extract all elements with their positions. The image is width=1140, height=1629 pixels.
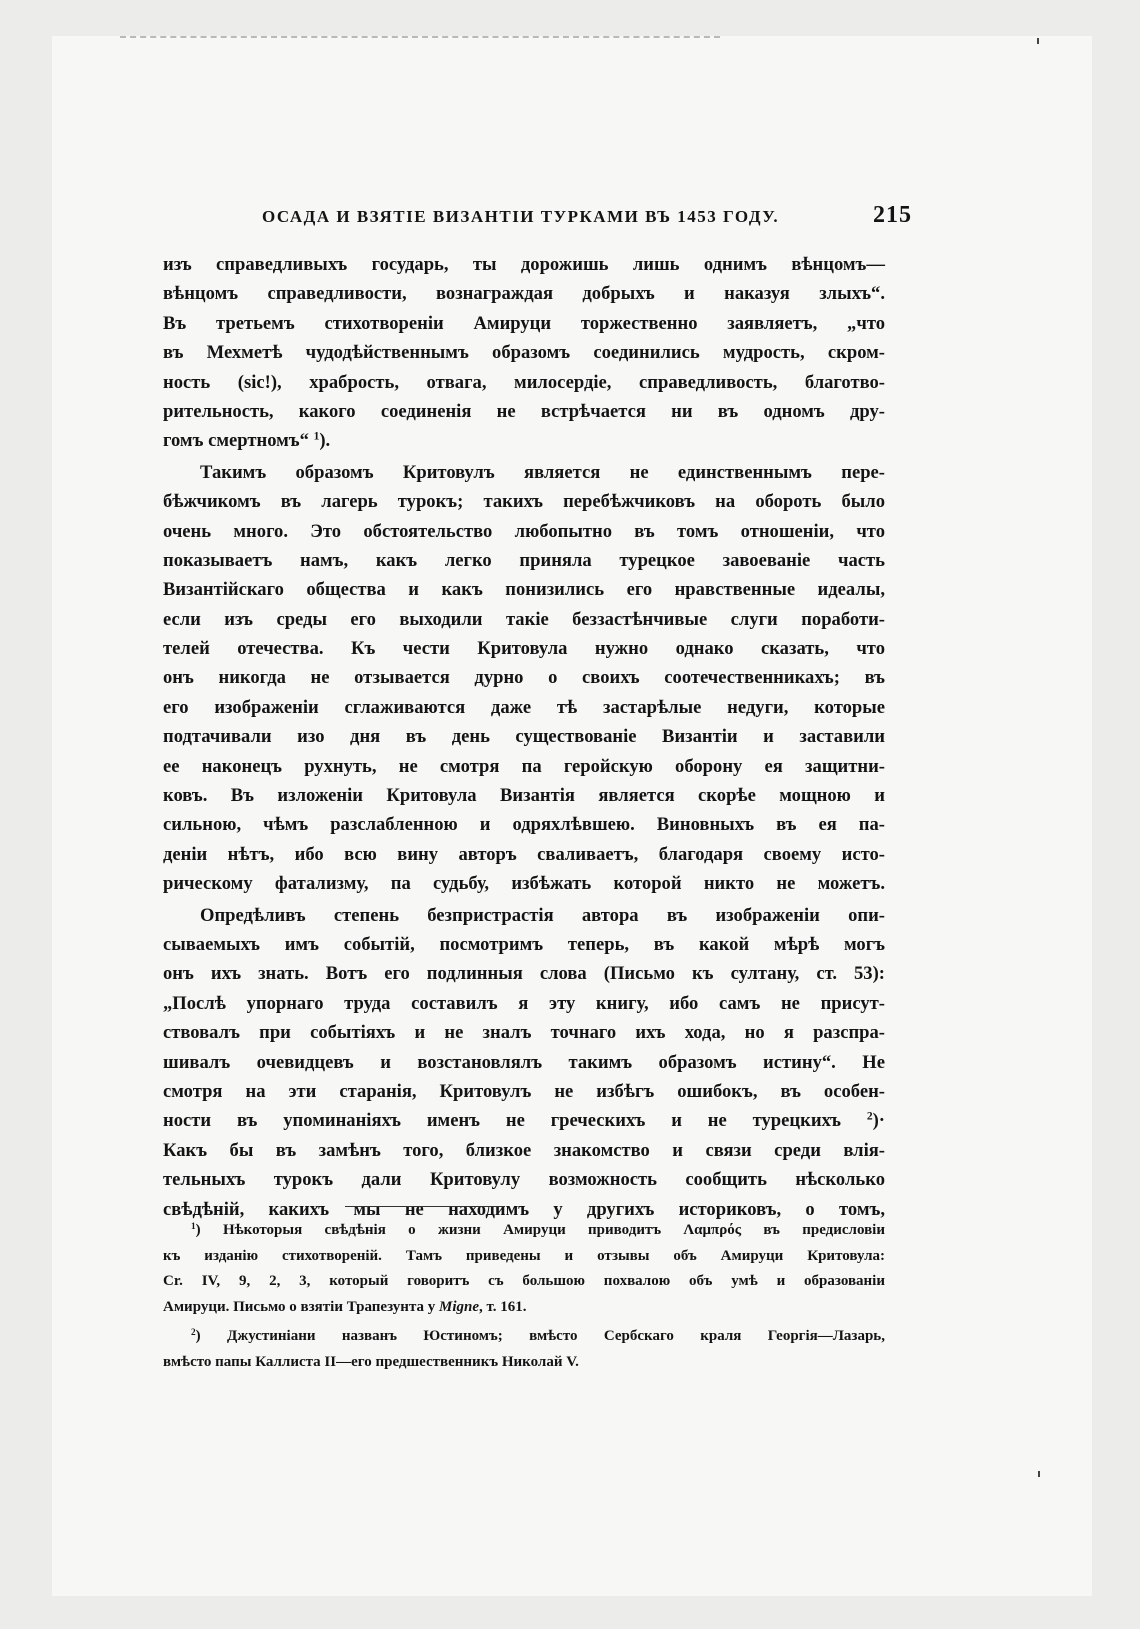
body-text [163,250,885,1224]
footnote-mark: 2 [191,1328,196,1339]
footnote-line: вмѣсто папы Каллиста II—его предшественникъ Николай V. [163,1353,579,1370]
footnote-ref: 1 [313,431,320,444]
text-line: онъ никогда не отзывается дурно о своихъ соотечественникахъ; въ [163,667,885,689]
text-line: Опредѣливъ степень безпристрастія автора въ изображеніи опи- [200,904,885,926]
footnote-line [163,1218,885,1244]
running-header [262,202,912,229]
text-line: „Послѣ упорнаго труда составилъ я эту книгу, ибо самъ не присут- [163,992,885,1014]
text-line [163,426,885,455]
text-line: ствовалъ при событіяхъ и не зналъ точнаго ихъ хода, но я разспра- [163,1022,885,1044]
text-line: смотря на эти старанія, Критовулъ не избѣгъ ошибокъ, въ особен- [163,1080,885,1102]
footnote-line [163,1295,885,1321]
text-line: въ Мехметѣ чудодѣйственнымъ образомъ соединились мудрость, скром- [163,342,885,364]
text-line: Какъ бы въ замѣнъ того, близкое знакомство и связи среди влія- [163,1139,885,1161]
text-line: тельныхъ турокъ дали Критовулу возможность сообщить нѣсколько [163,1169,885,1191]
text-line [163,1106,885,1135]
scan-speck [1037,38,1039,44]
text-line: сильною, чѣмъ разслабленною и одряхлѣвшею. Виновныхъ въ ея па- [163,814,885,836]
footnote-ref: 2 [866,1111,873,1123]
text-line: Въ третьемъ стихотвореніи Амируци торжественно заявляетъ, „что [163,312,885,334]
text-span: ) Джустиніани названъ Юстиномъ; вмѣсто Сербскаго краля Георгія—Лазарь, [195,1328,885,1345]
text-line: очень много. Это обстоятельство любопытно въ томъ отношеніи, что [163,520,885,542]
text-line: изъ справедливыхъ государь, ты дорожишь лишь однимъ вѣнцомъ— [163,254,885,275]
paragraph [163,458,885,899]
text-line: телей отечества. Къ чести Критовула нужно однако сказать, что [163,638,885,660]
text-span: ности въ упоминаніяхъ именъ не греческихъ и не турецкихъ [163,1110,841,1132]
text-line: онъ ихъ знать. Вотъ его подлинныя слова (Письмо къ султану, ст. 53): [163,963,885,985]
italic-source: Migne [439,1298,480,1315]
footnote-line [163,1324,885,1350]
scan-speck [1038,1471,1040,1477]
text-line: Такимъ образомъ Критовулъ является не единственнымъ пере- [200,461,885,483]
running-title: ОСАДА И ВЗЯТІЕ ВИЗАНТІИ ТУРКАМИ ВЪ 1453 ГОДУ. [262,207,780,226]
footnote-ref-group [867,1110,885,1131]
text-line: рительность, какого соединенія не встрѣчается ни въ одномъ дру- [163,400,885,422]
text-line: Византійскаго общества и какъ понизились его нравственные идеалы, [163,579,885,601]
text-line: если изъ среды его выходили такіе беззастѣнчивые слуги поработи- [163,608,885,630]
page-number: 215 [873,202,912,228]
text-line: ковъ. Въ изложеніи Критовула Византія является скорѣе мощною и [163,785,885,807]
text-line: вѣнцомъ справедливости, вознаграждая добрыхъ и наказуя злыхъ“. [163,283,885,305]
text-line: ее наконецъ рухнуть, не смотря па геройскую оборону ея защитни- [163,755,885,777]
text-line: рическому фатализму, па судьбу, избѣжать которой никто не можетъ. [163,873,885,895]
text-line: сываемыхъ имъ событій, посмотримъ теперь, въ какой мѣрѣ могъ [163,933,885,955]
text-span: ) Нѣкоторыя свѣдѣнія о жизни Амируци приводитъ Λαμπρός въ предисловіи [195,1222,885,1238]
footnote-mark: 1 [191,1221,196,1232]
text-line: свѣдѣній, какихъ мы не находимъ у другихъ историковъ, о томъ, [163,1198,885,1220]
footnote-line: къ изданію стихотвореній. Тамъ приведены и отзывы объ Амируци Критовула: [163,1247,885,1264]
text-span: гомъ смертномъ“ [163,430,309,452]
text-span: ). [319,430,331,452]
text-line: его изображеніи сглаживаются даже тѣ застарѣлые недуги, которые [163,696,885,718]
text-line: подтачивали изо дня въ день существованіе Византіи и заставили [163,726,885,748]
text-line: шивалъ очевидцевъ и возстановлялъ такимъ образомъ истину“. Не [163,1051,885,1073]
footnote-rule [345,1206,505,1207]
text-line: ность (sic!), храбрость, отвага, милосердіе, справедливость, благотво- [163,371,885,393]
top-scan-rule [120,36,720,38]
text-span: Амируци. Письмо о взятіи Трапезунта у [163,1298,439,1315]
footnotes [163,1218,885,1376]
text-line: деніи нѣтъ, ибо всю вину авторъ сваливаетъ, благодаря своему исто- [163,843,885,865]
text-line: бѣжчикомъ въ лагерь турокъ; такихъ перебѣжчиковъ на обороть было [163,491,885,513]
footnote-line: Cr. IV, 9, 2, 3, который говоритъ съ большою похвалою объ умѣ и образованіи [163,1273,885,1290]
paragraph [163,901,885,1224]
text-span: )· [872,1110,886,1132]
text-line: показываетъ намъ, какъ легко приняла турецкое завоеваніе часть [163,549,885,571]
text-span: , т. 161. [479,1298,527,1315]
